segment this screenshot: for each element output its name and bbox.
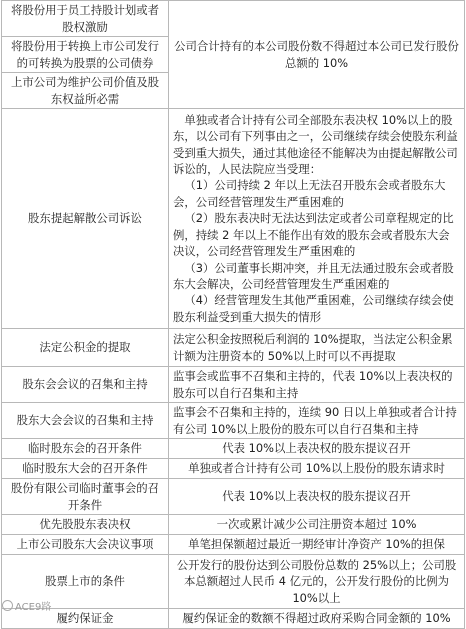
row-label: 将股份用于员工持股计划或者股权激励 xyxy=(2,1,169,37)
paragraph: （1）公司持续 2 年以上无法召开股东会或者股东大会，公司经营管理发生严重困难的 xyxy=(173,178,446,209)
row-content: 公开发行的股份达到公司股份总数的 25%以上；公司股本总额超过人民币 4 亿元的，公开发行股份的比例为 10%以上 xyxy=(169,555,465,609)
row-content: 单独或者合计持有公司 10%以上股份的股东请求时 xyxy=(169,459,465,479)
watermark-logo-icon xyxy=(2,600,13,611)
row-content: 一次或累计减少公司注册资本超过 10% xyxy=(169,515,465,535)
row-label: 法定公积金的提取 xyxy=(2,329,169,367)
table-row xyxy=(2,555,465,609)
paragraph: （4）经营管理发生其他严重困难，公司继续存续会使股东利益受到重大损失的情形 xyxy=(173,293,454,324)
table-row xyxy=(2,479,465,515)
row-content: 单笔担保额超过最近一期经审计净资产 10%的担保 xyxy=(169,535,465,555)
table-row xyxy=(2,459,465,479)
paragraph: （3）公司董事长期冲突，并且无法通过股东会或者股东大会解决，公司经营管理发生严重困难的 xyxy=(173,260,454,291)
table-row xyxy=(2,439,465,459)
table-row xyxy=(2,367,465,403)
row-content: 履约保证金的数额不得超过政府采购合同金额的 10% xyxy=(169,609,465,629)
row-content: 代表 10%以上表决权的股东提议召开 xyxy=(169,479,465,515)
table-row xyxy=(2,515,465,535)
table-row xyxy=(2,1,465,37)
table-row xyxy=(2,535,465,555)
row-label: 股东会会议的召集和主持 xyxy=(2,367,169,403)
row-label: 股份有限公司临时董事会的召开条件 xyxy=(2,479,169,515)
row-content: 监事会不召集和主持的，连续 90 日以上单独或者合计持有公司 10%以上股份的股东可以自行召集和主持 xyxy=(169,403,465,439)
row-content: 代表 10%以上表决权的股东提议召开 xyxy=(169,439,465,459)
row-content: 监事会或监事不召集和主持的，代表 10%以上表决权的股东可以自行召集和主持 xyxy=(169,367,465,403)
row-content: 公司合计持有的本公司股份数不得超过本公司已发行股份总额的 10% xyxy=(169,1,465,109)
row-content: 法定公积金按照税后利润的 10%提取，当法定公积金累计额为注册资本的 50%以上时可以不再提取 xyxy=(169,329,465,367)
row-label: 临时股东会的召开条件 xyxy=(2,439,169,459)
legal-provisions-table xyxy=(1,0,465,629)
paragraph: 单独或者合计持有公司全部股东表决权 10%以上的股东，以公司有下列事由之一，公司继续存续会使股东利益受到重大损失，通过其他途径不能解决为由提起解散公司诉讼的，人民法院应当受理： xyxy=(173,112,458,177)
row-label: 股东大会会议的召集和主持 xyxy=(2,403,169,439)
row-label: 履约保证金 xyxy=(2,609,169,629)
row-label: 临时股东大会的召开条件 xyxy=(2,459,169,479)
row-label: 股东提起解散公司诉讼 xyxy=(2,109,169,329)
table-row xyxy=(2,609,465,629)
table-row xyxy=(2,329,465,367)
paragraph: （2）股东表决时无法达到法定或者公司章程规定的比例，持续 2 年以上不能作出有效的股东会或者股东大会决议，公司经营管理发生严重困难的 xyxy=(173,211,454,259)
row-label: 上市公司为维护公司价值及股东权益所必需 xyxy=(2,73,169,109)
table-row xyxy=(2,109,465,329)
row-label: 上市公司股东大会决议事项 xyxy=(2,535,169,555)
row-content xyxy=(169,109,465,329)
watermark-text: ACE9路 xyxy=(15,602,52,613)
row-label: 将股份用于转换上市公司发行的可转换为股票的公司债券 xyxy=(2,37,169,73)
table-row xyxy=(2,403,465,439)
row-label: 股票上市的条件 xyxy=(2,555,169,609)
row-label: 优先股股东表决权 xyxy=(2,515,169,535)
watermark xyxy=(2,598,51,613)
